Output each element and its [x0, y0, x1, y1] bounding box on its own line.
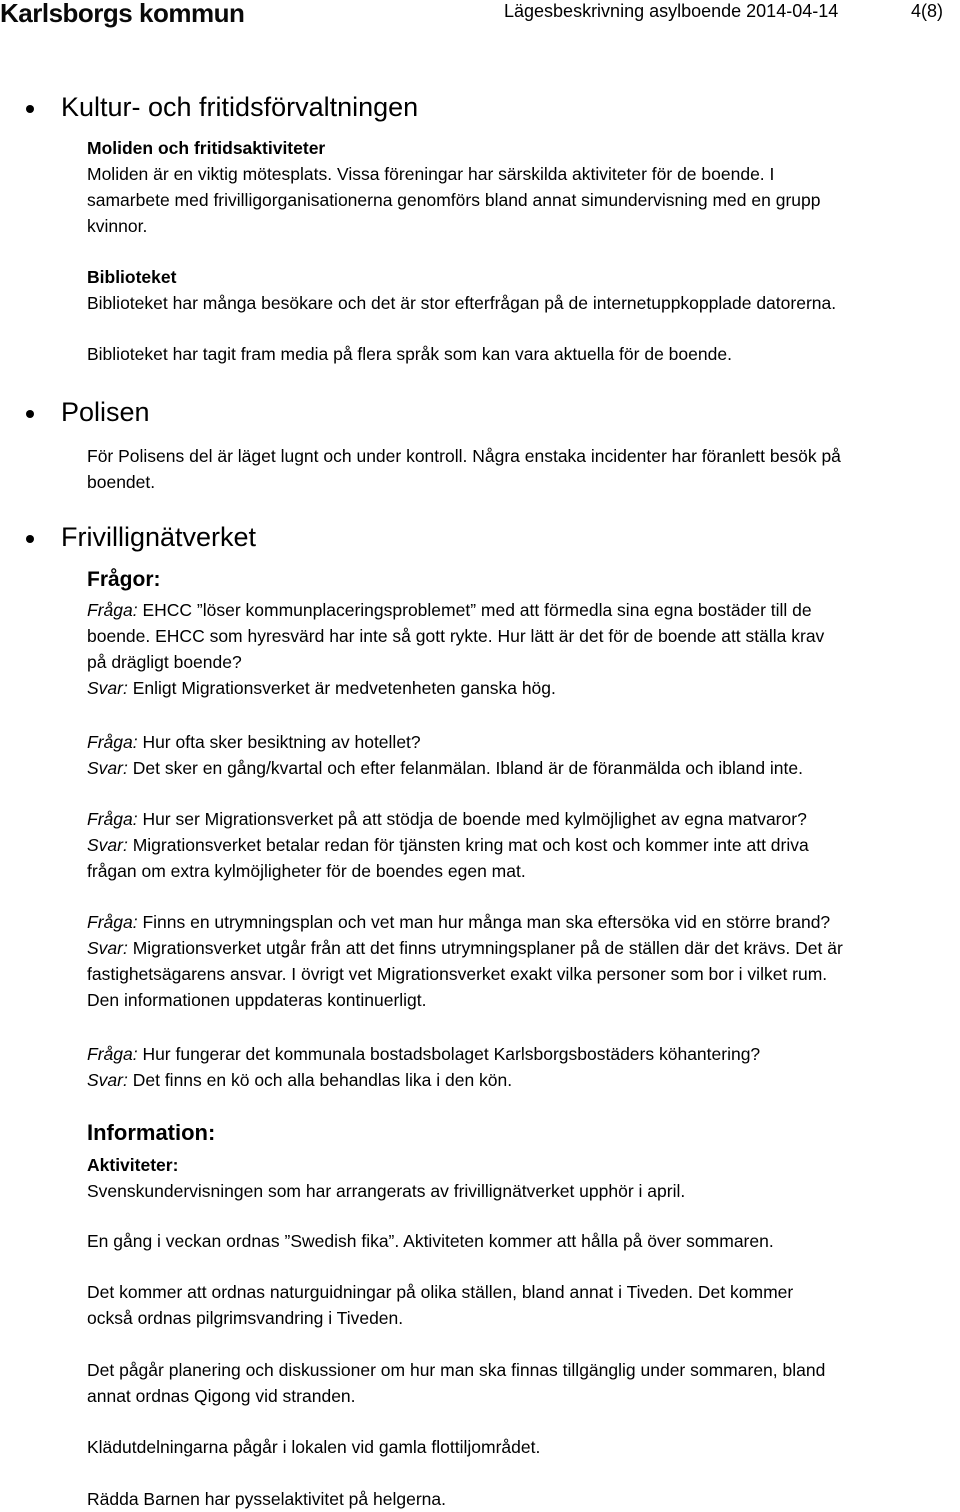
activity-block — [87, 1228, 959, 1254]
answer-line — [87, 675, 959, 701]
question-label: Fråga: — [87, 600, 138, 620]
activity-block — [87, 1357, 959, 1409]
answer-text: Det sker en gång/kvartal och efter felanmälan. Ibland är de föranmälda och ibland inte. — [127, 758, 803, 778]
activity-block — [87, 1434, 959, 1460]
answer-line — [87, 935, 959, 961]
section-heading-kultur: Kultur- och fritidsförvaltningen — [61, 92, 419, 122]
activity-line: En gång i veckan ordnas ”Swedish fika”. Aktiviteten kommer att hålla på över sommaren. — [87, 1231, 774, 1251]
qa-block-2 — [87, 729, 959, 781]
activity-block — [87, 1486, 959, 1512]
polisen-text-line: boendet. — [87, 472, 156, 492]
moliden-text-line: kvinnor. — [87, 216, 148, 236]
bibliotek-content — [87, 264, 959, 316]
polisen-text-line: För Polisens del är läget lugnt och under kontroll. Några enstaka incidenter har föranlett besök på — [87, 446, 841, 466]
answer-label: Svar: — [87, 678, 128, 698]
answer-line: frågan om extra kylmöjligheter för de boendes egen mat. — [87, 861, 526, 881]
question-line: på drägligt boende? — [87, 652, 242, 672]
kultur-content — [87, 135, 959, 239]
question-label: Fråga: — [87, 732, 138, 752]
question-line — [87, 806, 959, 832]
qa-block-3 — [87, 806, 959, 884]
activity-line: annat ordnas Qigong vid stranden. — [87, 1386, 356, 1406]
answer-label: Svar: — [87, 1070, 128, 1090]
answer-line — [87, 832, 959, 858]
question-line: boende. EHCC som hyresvärd har inte så gott rykte. Hur lätt är det för de boende att ställa krav — [87, 626, 825, 646]
information-heading: Information: — [87, 1120, 216, 1145]
page-number: 4(8) — [911, 1, 944, 21]
answer-text: Migrationsverket betalar redan för tjänsten kring mat och kost och kommer inte att driva — [127, 835, 809, 855]
answer-text: Enligt Migrationsverket är medvetenheten ganska hög. — [127, 678, 556, 698]
question-line — [87, 1041, 959, 1067]
bullet-icon — [26, 535, 34, 543]
answer-line: Den informationen uppdateras kontinuerligt. — [87, 990, 427, 1010]
fragor-content — [87, 567, 959, 593]
activity-line: Rädda Barnen har pysselaktivitet på helgerna. — [87, 1489, 446, 1509]
question-text: Hur ser Migrationsverket på att stödja de boende med kylmöjlighet av egna matvaror? — [137, 809, 807, 829]
answer-label: Svar: — [87, 758, 128, 778]
qa-block-4 — [87, 909, 959, 1013]
question-text: Hur fungerar det kommunala bostadsbolaget Karlsborgsbostäders köhantering? — [137, 1044, 761, 1064]
section-heading-polisen: Polisen — [61, 397, 150, 427]
moliden-text-line: samarbete med frivilligorganisationerna genomförs bland annat simundervisning med en grupp — [87, 190, 821, 210]
bibliotek-heading: Biblioteket — [87, 267, 177, 287]
moliden-heading: Moliden och fritidsaktiviteter — [87, 138, 326, 158]
answer-line — [87, 1067, 959, 1093]
activity-line: Det pågår planering och diskussioner om hur man ska finnas tillgänglig under sommaren, bland — [87, 1360, 826, 1380]
answer-label: Svar: — [87, 938, 128, 958]
document-title: Lägesbeskrivning asylboende 2014-04-14 — [504, 1, 839, 21]
aktiviteter-heading: Aktiviteter: — [87, 1155, 179, 1175]
question-label: Fråga: — [87, 912, 138, 932]
section-heading-frivillig: Frivillignätverket — [61, 522, 257, 552]
answer-text: Det finns en kö och alla behandlas lika i den kön. — [127, 1070, 513, 1090]
question-text: EHCC ”löser kommunplaceringsproblemet” med att förmedla sina egna bostäder till de — [137, 600, 812, 620]
bullet-icon — [26, 105, 34, 113]
question-line — [87, 597, 959, 623]
polisen-content — [87, 443, 959, 495]
question-text: Hur ofta sker besiktning av hotellet? — [137, 732, 421, 752]
bibliotek-text-line: Biblioteket har tagit fram media på flera språk som kan vara aktuella för de boende. — [87, 344, 732, 364]
page-header — [0, 0, 960, 28]
answer-label: Svar: — [87, 835, 128, 855]
question-label: Fråga: — [87, 809, 138, 829]
activity-line: Det kommer att ordnas naturguidningar på olika ställen, bland annat i Tiveden. Det kommer — [87, 1282, 794, 1302]
aktiviteter-block — [87, 1152, 959, 1204]
municipality-logo: Karlsborgs kommun — [0, 0, 245, 28]
activity-line: också ordnas pilgrimsvandring i Tiveden. — [87, 1308, 404, 1328]
question-line — [87, 909, 959, 935]
qa-block-1 — [87, 597, 959, 701]
answer-line — [87, 755, 959, 781]
activity-block — [87, 1279, 959, 1331]
fragor-heading: Frågor: — [87, 568, 161, 591]
moliden-text-line: Moliden är en viktig mötesplats. Vissa föreningar har särskilda aktiviteter för de boende. I — [87, 164, 775, 184]
question-text: Finns en utrymningsplan och vet man hur många man ska eftersöka vid en större brand? — [137, 912, 831, 932]
question-line — [87, 729, 959, 755]
qa-block-5 — [87, 1041, 959, 1093]
bibliotek-text-line: Biblioteket har många besökare och det är stor efterfrågan på de internetuppkopplade datorerna. — [87, 293, 837, 313]
information-block — [87, 1120, 959, 1146]
question-label: Fråga: — [87, 1044, 138, 1064]
bullet-icon — [26, 410, 34, 418]
activity-line: Svenskundervisningen som har arrangerats av frivillignätverket upphör i april. — [87, 1181, 686, 1201]
bibliotek-content-2 — [87, 341, 959, 367]
answer-text: Migrationsverket utgår från att det finns utrymningsplaner på de ställen där det krävs. Det är — [127, 938, 843, 958]
answer-line: fastighetsägarens ansvar. I övrigt vet Migrationsverket exakt vilka personer som bor i vilket rum. — [87, 964, 828, 984]
activity-line: Klädutdelningarna pågår i lokalen vid gamla flottiljområdet. — [87, 1437, 541, 1457]
